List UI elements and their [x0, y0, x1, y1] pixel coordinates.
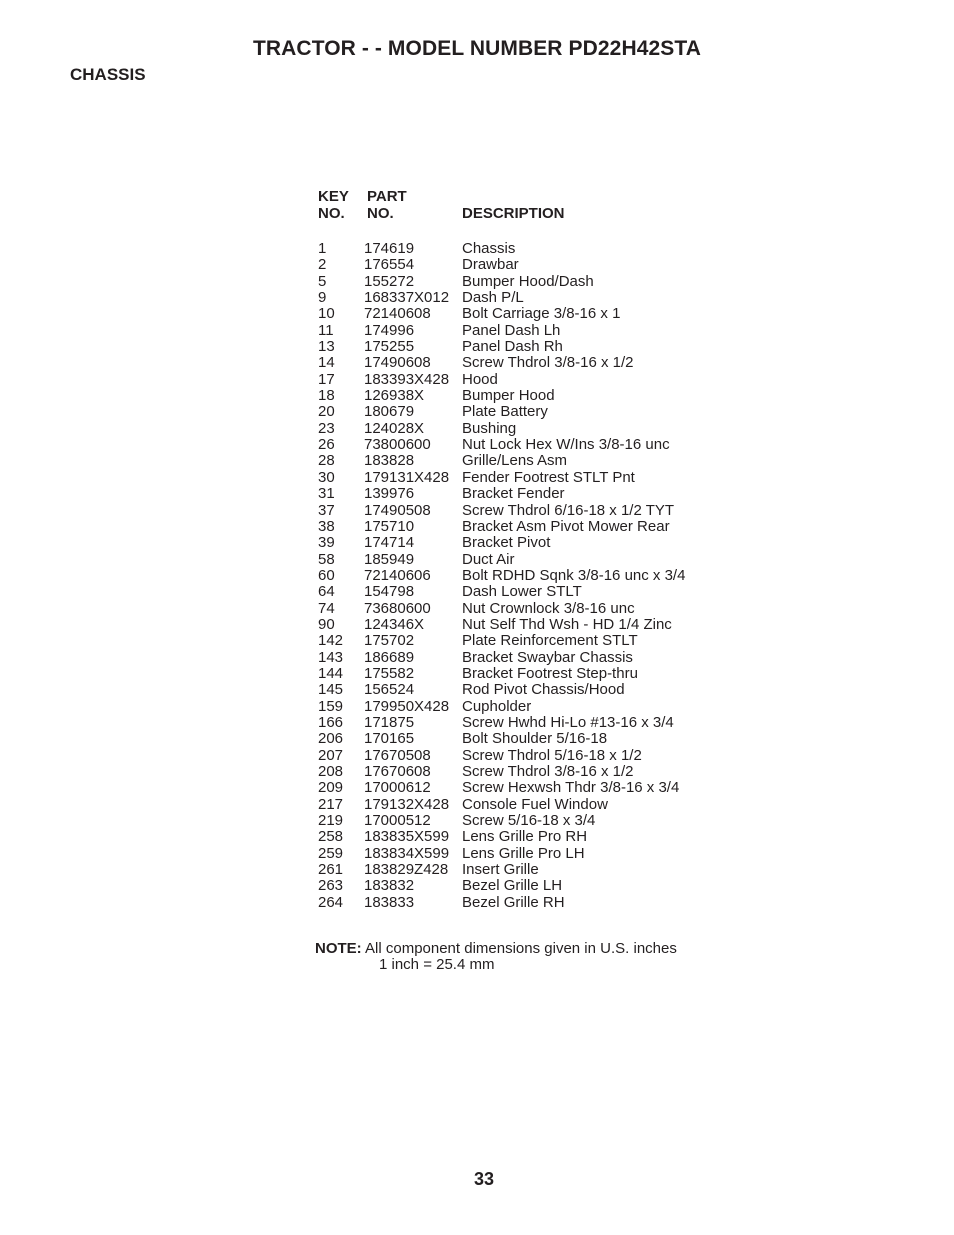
- key-no: 219: [318, 812, 344, 830]
- description: Rod Pivot Chassis/Hood: [462, 681, 625, 699]
- description: Lens Grille Pro LH: [462, 844, 585, 862]
- description: Screw Thdrol 5/16-18 x 1/2: [462, 746, 642, 764]
- description: Drawbar: [462, 256, 519, 274]
- part-no: 72140608: [364, 305, 431, 323]
- key-no: 58: [318, 550, 335, 568]
- key-no: 144: [318, 664, 344, 682]
- description: Dash P/L: [462, 289, 524, 307]
- description: Nut Crownlock 3/8-16 unc: [462, 599, 635, 617]
- key-no: 20: [318, 403, 335, 421]
- part-no: 154798: [364, 583, 415, 601]
- description: Bolt Carriage 3/8-16 x 1: [462, 305, 621, 323]
- part-no: 183828: [364, 452, 415, 470]
- part-no: 185949: [364, 550, 415, 568]
- key-no: 206: [318, 730, 344, 748]
- part-no: 179131X428: [364, 468, 450, 486]
- part-no: 180679: [364, 403, 415, 421]
- key-no: 207: [318, 746, 344, 764]
- key-no: 90: [318, 615, 335, 633]
- key-no: 28: [318, 452, 335, 470]
- description: Plate Reinforcement STLT: [462, 632, 638, 650]
- key-no: 23: [318, 419, 335, 437]
- section-title: CHASSIS: [70, 65, 146, 84]
- part-no: 183833: [364, 893, 415, 911]
- description: Nut Lock Hex W/Ins 3/8-16 unc: [462, 436, 670, 454]
- description: Screw 5/16-18 x 3/4: [462, 812, 596, 830]
- key-no: 5: [318, 272, 327, 290]
- description: Bracket Asm Pivot Mower Rear: [462, 517, 670, 535]
- key-no: 26: [318, 436, 335, 454]
- description: Plate Battery: [462, 403, 548, 421]
- note-conversion: 1 inch = 25.4 mm: [379, 956, 495, 973]
- part-no: 179132X428: [364, 795, 450, 813]
- note-label: NOTE:: [315, 940, 362, 957]
- description: Lens Grille Pro RH: [462, 828, 588, 846]
- description: Hood: [462, 370, 498, 388]
- key-no: 142: [318, 632, 344, 650]
- part-no: 183829Z428: [364, 861, 449, 879]
- key-no: 159: [318, 697, 344, 715]
- description: Nut Self Thd Wsh - HD 1/4 Zinc: [462, 615, 672, 633]
- column-header-description: DESCRIPTION: [462, 205, 565, 222]
- part-no: 175710: [364, 517, 415, 535]
- key-no: 166: [318, 713, 344, 731]
- key-no: 39: [318, 534, 335, 552]
- part-no: 73800600: [364, 436, 431, 454]
- part-no: 171875: [364, 713, 415, 731]
- description: Cupholder: [462, 697, 532, 715]
- part-no: 73680600: [364, 599, 431, 617]
- key-no: 74: [318, 599, 335, 617]
- part-no: 179950X428: [364, 697, 450, 715]
- part-no: 175255: [364, 338, 415, 356]
- key-no: 209: [318, 779, 344, 797]
- part-no: 174714: [364, 534, 415, 552]
- part-no: 174619: [364, 240, 415, 257]
- key-no: 37: [318, 501, 335, 519]
- key-no: 208: [318, 763, 344, 780]
- column-header-part-no: PART NO.: [367, 188, 407, 222]
- part-no: 174996: [364, 321, 415, 339]
- part-no: 175702: [364, 632, 415, 650]
- key-no: 14: [318, 354, 335, 372]
- key-no: 31: [318, 485, 335, 503]
- key-no: 30: [318, 468, 335, 486]
- key-no: 38: [318, 517, 335, 535]
- description: Screw Thdrol 3/8-16 x 1/2: [462, 354, 634, 372]
- description: Insert Grille: [462, 861, 539, 879]
- key-no: 17: [318, 370, 335, 388]
- part-no: 17490608: [364, 354, 431, 372]
- key-no: 217: [318, 795, 344, 813]
- description: Bracket Fender: [462, 485, 565, 503]
- key-no: 13: [318, 338, 335, 356]
- part-no: 183834X599: [364, 844, 450, 862]
- part-no: 176554: [364, 256, 415, 274]
- part-no: 17000612: [364, 779, 431, 797]
- description: Console Fuel Window: [462, 795, 608, 813]
- description: Panel Dash Lh: [462, 321, 561, 339]
- key-no: 263: [318, 877, 344, 895]
- note: [315, 941, 677, 957]
- key-no: 10: [318, 305, 335, 323]
- description: Fender Footrest STLT Pnt: [462, 468, 635, 486]
- part-no: 124028X: [364, 419, 425, 437]
- key-no: 2: [318, 256, 327, 274]
- description: Bolt RDHD Sqnk 3/8-16 unc x 3/4: [462, 566, 686, 584]
- key-no: 264: [318, 893, 344, 911]
- key-no: 1: [318, 240, 327, 257]
- part-no: 139976: [364, 485, 415, 503]
- part-no: 183393X428: [364, 370, 450, 388]
- part-no: 17490508: [364, 501, 431, 519]
- description: Bolt Shoulder 5/16-18: [462, 730, 608, 748]
- part-no: 183835X599: [364, 828, 450, 846]
- key-no: 11: [318, 321, 334, 339]
- part-no: 186689: [364, 648, 415, 666]
- key-no: 18: [318, 387, 335, 405]
- part-no: 183832: [364, 877, 415, 895]
- description: Screw Hexwsh Thdr 3/8-16 x 3/4: [462, 779, 680, 797]
- description: Bracket Swaybar Chassis: [462, 648, 633, 666]
- column-header-key-no: KEY NO.: [318, 188, 349, 222]
- description: Bracket Pivot: [462, 534, 551, 552]
- key-no: 145: [318, 681, 344, 699]
- description: Grille/Lens Asm: [462, 452, 568, 470]
- description: Bezel Grille LH: [462, 877, 563, 895]
- part-no: 17000512: [364, 812, 431, 830]
- description: Bezel Grille RH: [462, 893, 565, 911]
- key-no: 60: [318, 566, 335, 584]
- description: Screw Thdrol 6/16-18 x 1/2 TYT: [462, 501, 675, 519]
- part-no: 175582: [364, 664, 415, 682]
- description: Panel Dash Rh: [462, 338, 563, 356]
- key-no: 64: [318, 583, 335, 601]
- description: Dash Lower STLT: [462, 583, 582, 601]
- key-no: 143: [318, 648, 344, 666]
- part-no: 170165: [364, 730, 415, 748]
- part-no: 168337X012: [364, 289, 450, 307]
- key-no: 9: [318, 289, 327, 307]
- page-number: 33: [473, 1169, 495, 1189]
- part-no: 156524: [364, 681, 415, 699]
- key-no: 259: [318, 844, 344, 862]
- description: Duct Air: [462, 550, 515, 568]
- description: Bumper Hood/Dash: [462, 272, 594, 290]
- part-no: 126938X: [364, 387, 425, 405]
- part-no: 72140606: [364, 566, 431, 584]
- part-no: 124346X: [364, 615, 425, 633]
- description: Screw Thdrol 3/8-16 x 1/2: [462, 763, 634, 780]
- description: Screw Hwhd Hi-Lo #13-16 x 3/4: [462, 713, 674, 731]
- description: Bracket Footrest Step-thru: [462, 664, 638, 682]
- description: Bushing: [462, 419, 517, 437]
- part-no: 155272: [364, 272, 415, 290]
- key-no: 258: [318, 828, 344, 846]
- key-no: 261: [318, 861, 344, 879]
- part-no: 17670508: [364, 746, 431, 764]
- note-text: All component dimensions given in U.S. inches: [365, 940, 677, 957]
- part-no: 17670608: [364, 763, 431, 780]
- page-title: TRACTOR - - MODEL NUMBER PD22H42STA: [252, 37, 702, 60]
- description: Bumper Hood: [462, 387, 555, 405]
- description: Chassis: [462, 240, 516, 257]
